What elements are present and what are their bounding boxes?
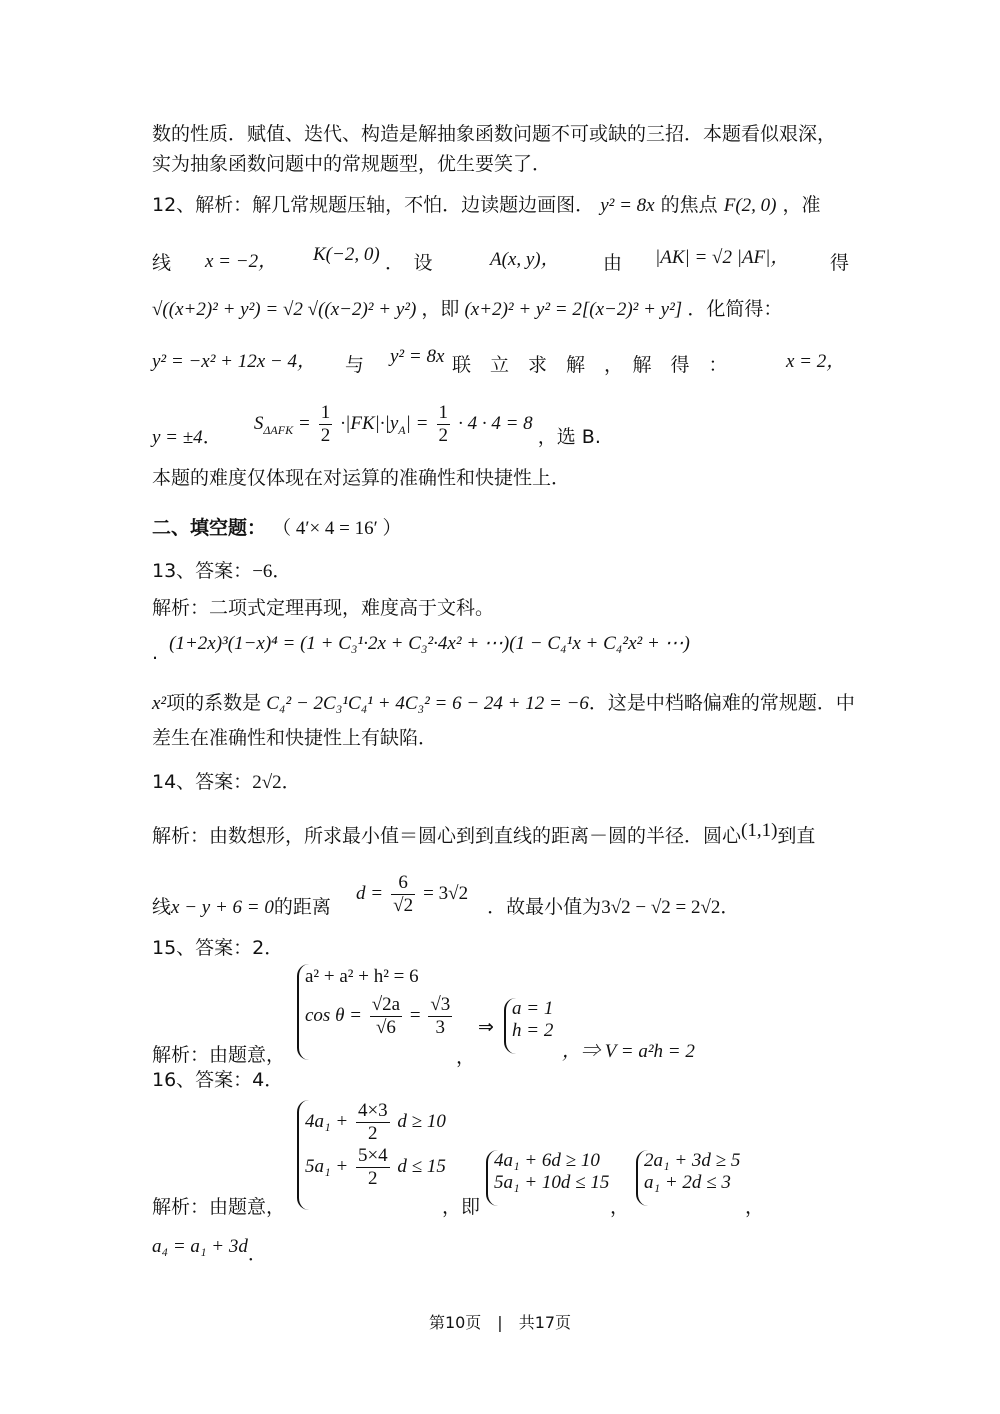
text-fragment: a = 1 xyxy=(512,998,554,1019)
text-line: 差生在准确性和快捷性上有缺陷． xyxy=(152,727,438,749)
text-fragment: = 3√2 xyxy=(423,883,469,904)
text-fragment: 14、答案： xyxy=(152,771,253,793)
text-line: 本题的难度仅体现在对运算的准确性和快捷性上． xyxy=(152,467,571,489)
text-fragment: 4a₁ + xyxy=(305,1110,349,1132)
point-k: K(−2, 0) xyxy=(313,244,380,265)
text-fragment: · 4 · 4 = 8 xyxy=(458,413,533,434)
text-fragment: cos θ = xyxy=(305,1004,362,1026)
text-fragment: ． xyxy=(247,1243,267,1265)
text-fragment xyxy=(305,1100,446,1145)
a4-expression-line xyxy=(152,1236,267,1266)
text-fragment: √2 xyxy=(393,895,414,916)
text-fragment: 2 xyxy=(438,425,448,446)
text-fragment: √3 xyxy=(430,994,451,1015)
text-fragment: 4a₁ + 6d ≥ 10 xyxy=(494,1150,600,1171)
text-fragment: 4×3 xyxy=(357,1100,388,1121)
minimum-value: 3√2 − √2 = 2√2 xyxy=(601,897,721,918)
text-fragment: 联 立 求 解 ， 解 得 ： xyxy=(452,354,728,376)
text-fragment: 13、答案： xyxy=(152,560,253,582)
text-line: 解析：二项式定理再现，难度高于文科。 xyxy=(152,597,495,619)
text-fragment: ， xyxy=(610,1196,630,1218)
text-fragment: ． xyxy=(720,896,740,918)
parabola-equation: y² = 8x xyxy=(390,346,445,367)
directrix-equation: x = −2， xyxy=(205,251,278,272)
text-line: 实为抽象函数问题中的常规题型，优生要笑了． xyxy=(152,153,552,175)
text-fragment: ·|FK|·|y xyxy=(340,413,399,434)
section-title: 二、填空题： xyxy=(152,517,267,539)
answer-14 xyxy=(152,770,301,795)
binomial-expansion: (1+2x)³(1−x)⁴ = (1 + C₃¹·2x + C₃²·4x² + ⋯)(1 − C₄¹x + C₄²x² + ⋯) xyxy=(169,633,690,654)
text-fragment: ．化简得： xyxy=(687,298,783,320)
text-fragment: 2 xyxy=(368,1168,378,1189)
text-fragment: A xyxy=(398,422,406,437)
answer-14-value: 2√2 xyxy=(252,772,282,793)
text-fragment: d = xyxy=(355,883,384,904)
text-fragment: ， xyxy=(456,1046,476,1068)
text-fragment: a₁ + 2d ≤ 3 xyxy=(644,1172,731,1193)
text-fragment: 2 xyxy=(368,1123,378,1144)
equation-system-15 xyxy=(297,964,455,1060)
text-fragment: ，选 B. xyxy=(537,426,601,448)
text-fragment: ． 设 xyxy=(385,252,433,274)
text-fragment: 到直 xyxy=(777,825,816,847)
problem-12-intro: 12、解析：解几常规题压轴，不怕．边读题边画图． xyxy=(152,194,595,216)
text-fragment: | = xyxy=(405,413,429,434)
text-fragment: 解析：由题意， xyxy=(152,1044,286,1066)
text-fragment: x² xyxy=(152,693,167,714)
text-fragment xyxy=(305,1145,446,1190)
point-a: A(x, y)， xyxy=(490,249,560,270)
focus-point: F(2, 0) xyxy=(723,195,777,216)
text-fragment: 3 xyxy=(435,1017,446,1038)
text-fragment: 1 xyxy=(320,402,331,423)
parabola-equation: y² = 8x xyxy=(600,195,655,216)
distance-equation: √((x+2)² + y²) = √2 √((x−2)² + y²) xyxy=(152,299,417,320)
cos-fraction xyxy=(370,994,402,1039)
text-fragment: 项的系数是 xyxy=(166,692,262,714)
text-fragment: ． xyxy=(202,426,222,448)
fraction-one-half xyxy=(319,402,333,447)
answer-13 xyxy=(152,559,291,584)
text-fragment: ．这是中档略偏难的常规题．中 xyxy=(588,692,855,714)
text-fragment: 解析：由题意， xyxy=(152,1196,286,1218)
answer-15: 15、答案：2． xyxy=(152,937,284,959)
text-fragment: ，即 xyxy=(421,298,460,320)
text-fragment: 线 xyxy=(152,896,172,918)
text-fragment: ，准 xyxy=(782,194,821,216)
text-fragment: ．故最小值为 xyxy=(487,896,602,918)
text-fragment: . xyxy=(152,642,159,664)
text-fragment: 5a₁ + xyxy=(305,1155,349,1177)
text-fragment: 6 xyxy=(391,872,415,895)
inequality-system-16b xyxy=(486,1150,609,1206)
inequality-system-16 xyxy=(297,1100,446,1210)
text-fragment: 5×4 xyxy=(357,1145,388,1166)
text-fragment: √2a xyxy=(371,994,401,1015)
text-fragment: ΔAFK xyxy=(263,422,294,437)
text-fragment: 由 xyxy=(603,252,623,274)
page-footer: 第10页 | 共17页 xyxy=(428,1313,572,1332)
implies-arrow: ⇒ xyxy=(478,1017,494,1038)
text-fragment: 得 xyxy=(830,252,850,274)
line-equation: x − y + 6 = 0 xyxy=(171,897,274,918)
volume-result: ，⇒ V = a²h = 2 xyxy=(562,1041,695,1062)
text-fragment: 的焦点 xyxy=(660,194,718,216)
text-fragment: ，即 xyxy=(442,1196,481,1218)
solution-x: x = 2， xyxy=(786,351,846,372)
text-fragment: S xyxy=(253,413,264,434)
problem-12-line-5 xyxy=(152,402,601,449)
text-fragment: d ≤ 15 xyxy=(397,1155,446,1177)
answer-13-value: −6 xyxy=(252,561,273,582)
circle-center: (1,1) xyxy=(741,820,778,841)
text-fragment: d ≥ 10 xyxy=(397,1110,446,1132)
coefficient-calculation: C₄² − 2C₃¹C₄¹ + 4C₃² = 6 − 24 + 12 = −6 xyxy=(266,693,589,714)
solution-system-15 xyxy=(504,998,553,1054)
text-fragment: h = 2 xyxy=(512,1020,554,1041)
a4-expression: a₄ = a₁ + 3d xyxy=(152,1236,248,1257)
answer-16: 16、答案：4． xyxy=(152,1069,284,1091)
inequality-system-16c xyxy=(636,1150,740,1206)
fraction xyxy=(356,1145,390,1190)
section-score: （ 4′× 4 = 16′ ） xyxy=(272,518,402,539)
text-fragment: 的距离 xyxy=(273,896,331,918)
text-line: 数的性质．赋值、迭代、构造是解抽象函数问题不可或缺的三招．本题看似艰深， xyxy=(152,123,837,145)
fraction xyxy=(356,1100,390,1145)
coefficient-line xyxy=(152,688,855,715)
area-formula xyxy=(253,413,311,437)
text-fragment: = xyxy=(409,1004,421,1026)
problem-14-analysis xyxy=(152,820,815,848)
fraction-one-half xyxy=(437,402,451,447)
simplified-equation: y² = −x² + 12x − 4， xyxy=(152,351,316,372)
text-fragment: ． xyxy=(272,560,292,582)
distance-condition: |AK| = √2 |AF|， xyxy=(655,247,790,268)
squared-equation: (x+2)² + y² = 2[(x−2)² + y²] xyxy=(464,299,683,320)
binomial-expansion-line xyxy=(152,632,690,664)
text-fragment: a² + a² + h² = 6 xyxy=(305,966,419,987)
text-fragment: = xyxy=(297,413,311,434)
distance-line xyxy=(152,872,739,919)
solution-y: y = ±4 xyxy=(152,427,203,448)
section-heading xyxy=(152,516,402,541)
text-fragment: 线 xyxy=(152,252,172,274)
text-fragment: 与 xyxy=(345,354,365,376)
text-fragment: 1 xyxy=(438,402,448,423)
cos-value-fraction xyxy=(428,994,452,1039)
text-fragment: 2a₁ + 3d ≥ 5 xyxy=(644,1150,741,1171)
text-fragment: √6 xyxy=(375,1017,396,1038)
text-fragment: 解析：由数想形，所求最小值＝圆心到到直线的距离－圆的半径．圆心 xyxy=(152,825,742,847)
text-fragment: ． xyxy=(281,771,301,793)
problem-12-line-1 xyxy=(152,193,821,218)
text-fragment: 2 xyxy=(320,425,331,446)
text-fragment: 5a₁ + 10d ≤ 15 xyxy=(494,1172,610,1193)
text-fragment xyxy=(305,994,455,1039)
distance-fraction xyxy=(391,872,415,917)
problem-12-line-3 xyxy=(152,294,782,321)
text-fragment: ， xyxy=(745,1196,765,1218)
